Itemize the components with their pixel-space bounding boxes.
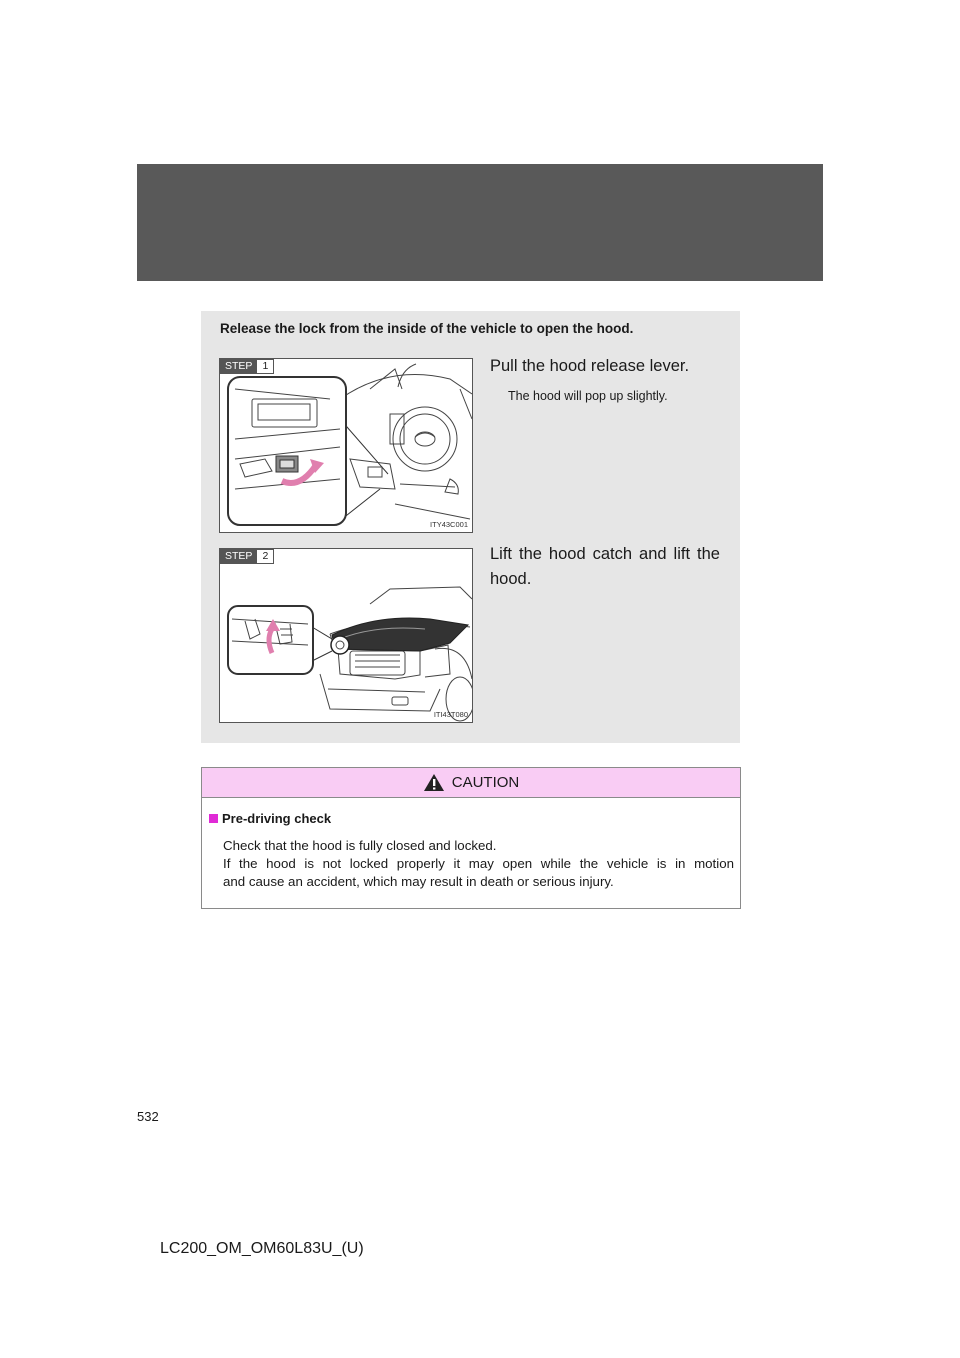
warning-triangle-icon	[423, 773, 445, 792]
square-bullet-icon	[209, 814, 218, 823]
caution-body	[223, 837, 734, 891]
chapter-header	[137, 164, 823, 281]
step-1-subtext: The hood will pop up slightly.	[508, 389, 668, 403]
page-number: 532	[137, 1109, 159, 1124]
caution-line-1: Check that the hood is fully closed and locked.	[223, 838, 497, 853]
procedure-panel	[201, 311, 740, 743]
caution-subheading	[209, 811, 331, 826]
step-1-figure	[219, 358, 473, 533]
step-1-badge	[220, 359, 274, 374]
document-footer: LC200_OM_OM60L83U_(U)	[160, 1240, 364, 1257]
caution-heading: CAUTION	[451, 774, 520, 791]
step-2-badge	[220, 549, 274, 564]
step-1-text: Pull the hood release lever.	[490, 357, 690, 375]
caution-line-3: and cause an accident, which may result in death or serious injury.	[223, 874, 614, 889]
hood-release-lever-illustration	[220, 359, 473, 533]
step-1-badge-word: STEP	[220, 359, 257, 374]
step-1-badge-number: 1	[257, 359, 274, 374]
caution-line-2: If the hood is not locked properly it may open while the vehicle is in motion	[223, 856, 734, 871]
caution-subheading-text: Pre-driving check	[222, 811, 332, 826]
hood-catch-illustration	[220, 549, 473, 723]
caution-header	[202, 768, 740, 798]
step-2-badge-number: 2	[257, 549, 274, 564]
step-2-text: Lift the hood catch and lift the hood.	[490, 545, 720, 588]
caution-box	[201, 767, 741, 909]
intro-text: Release the lock from the inside of the vehicle to open the hood.	[220, 321, 634, 336]
step-2-figure	[219, 548, 473, 723]
step-2-badge-word: STEP	[220, 549, 257, 564]
step-1-figure-code: ITY43C001	[430, 520, 468, 529]
step-2-figure-code: ITI43T080	[433, 710, 468, 719]
